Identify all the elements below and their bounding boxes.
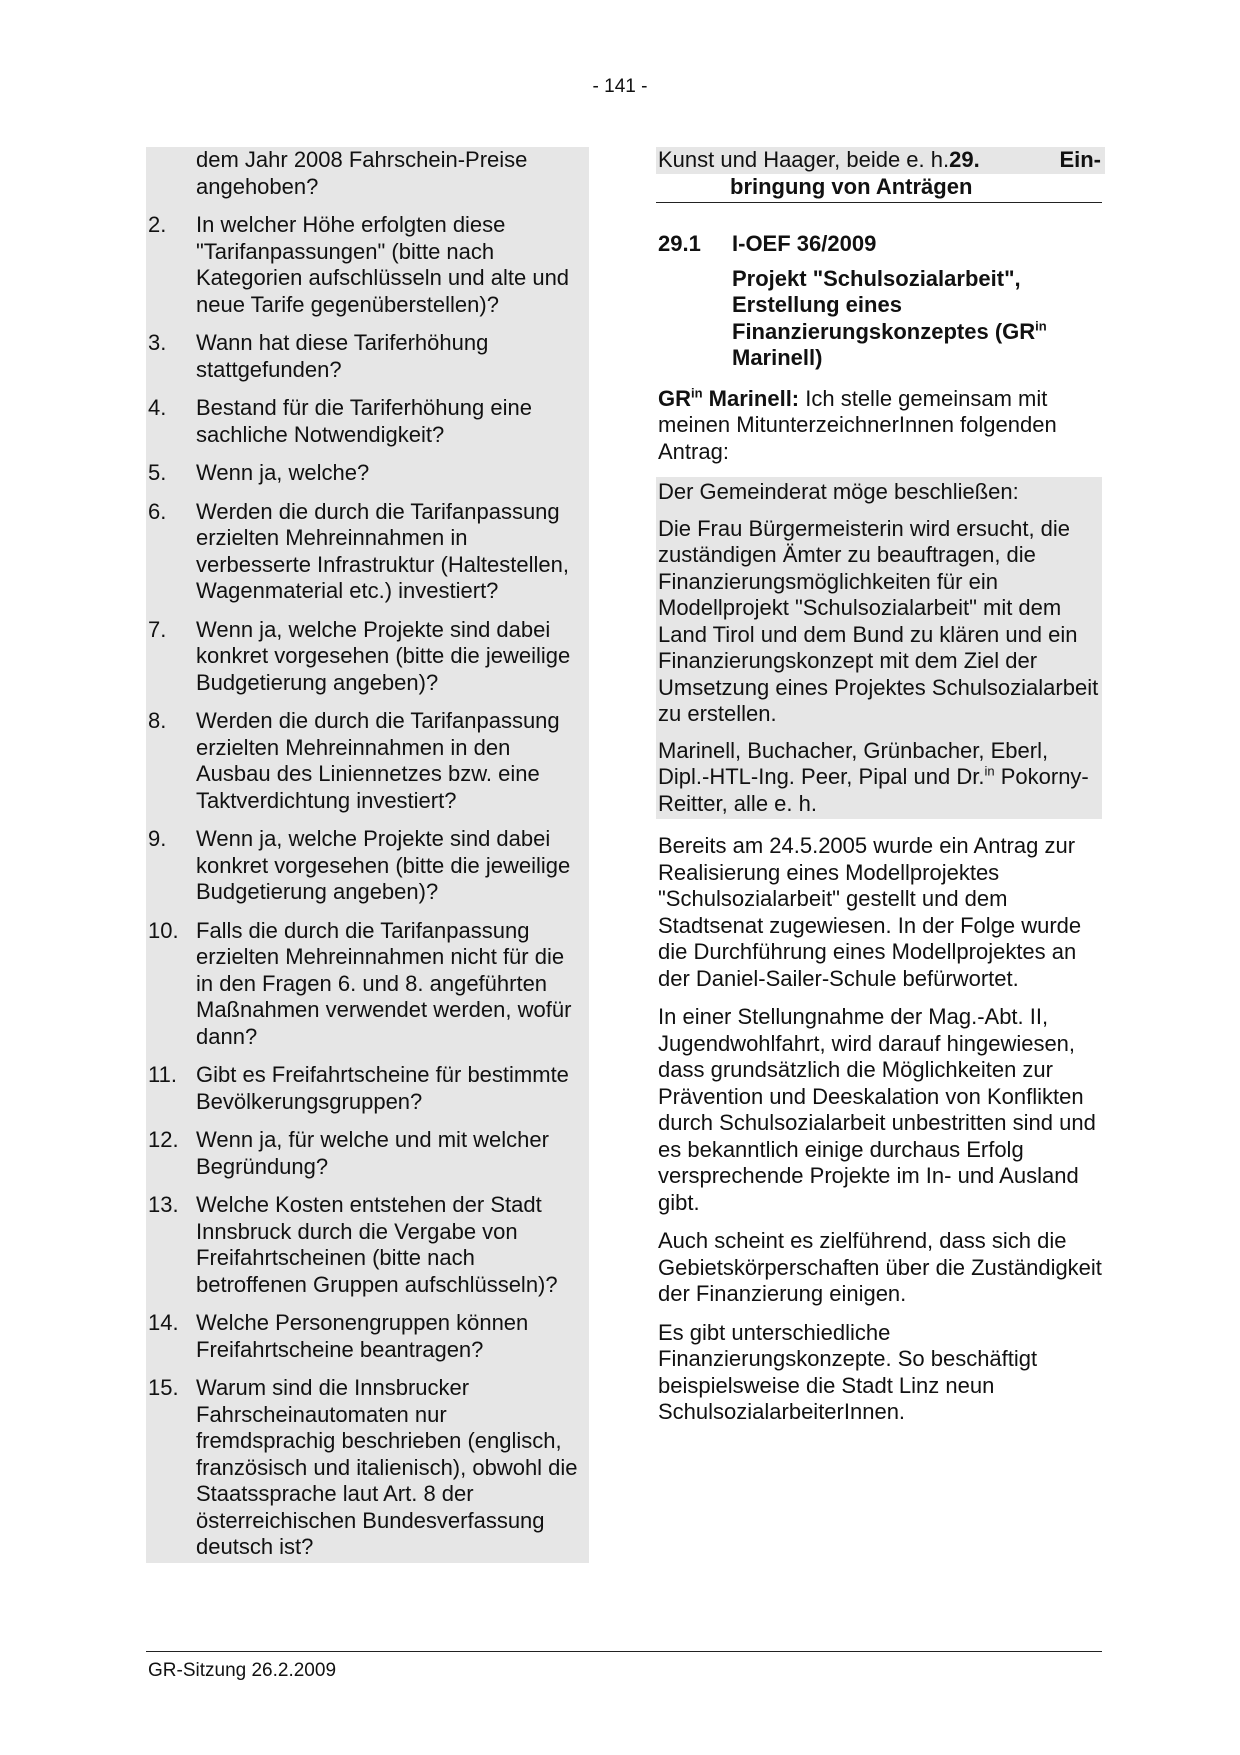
- item-number: 29.1: [658, 231, 701, 256]
- question-number: 8.: [148, 708, 167, 733]
- motion-signers: Marinell, Buchacher, Grünbacher, Eberl, Dipl.-HTL-Ing. Peer, Pipal und Dr.$^{in}$ Pokorny-Reitter, alle e. h.: [658, 737, 1089, 816]
- question-number: 4.: [148, 395, 167, 420]
- body-paragraph: Es gibt unterschiedliche Finanzierungskonzepte. So beschäftigt beispielsweise die Stadt Linz neun SchulsozialarbeiterInnen.: [658, 1319, 1038, 1424]
- question-text: Warum sind die Innsbrucker Fahrscheinautomaten nur fremdsprachig beschrieben (englisch, französisch und italienisch), obwohl die Staatssprache laut Art. 8 der österreichischen Bundesverfassung deutsch ist?: [196, 1375, 578, 1559]
- question-item: [146, 1375, 589, 1563]
- question-item: [146, 499, 589, 617]
- question-text: Falls die durch die Tarifanpassung erzielten Mehreinnahmen nicht für die in den Fragen 6. und 8. angeführten Maßnahmen verwendet werden, wofür dann?: [196, 917, 572, 1049]
- question-item: [146, 826, 589, 918]
- motion-text: Die Frau Bürgermeisterin wird ersucht, die zuständigen Ämter zu beauftragen, die Finanzierungsmöglichkeiten für ein Modellprojekt "Schulsozialarbeit" mit dem Land Tirol und dem Bund zu klären und ein Finanzierungskonzept mit dem Ziel der Umsetzung eines Projektes Schulsozialarbeit zu erstellen.: [658, 515, 1099, 726]
- question-number: 5.: [148, 460, 167, 485]
- question-text: Werden die durch die Tarifanpassung erzielten Mehreinnahmen in verbesserte Infrastruktur (Haltestellen, Wagenmaterial etc.) investiert?: [196, 498, 569, 603]
- question-item: [146, 1310, 589, 1375]
- question-text: Wenn ja, welche?: [196, 460, 370, 485]
- section-divider: [656, 202, 1102, 203]
- question-number: 7.: [148, 616, 167, 642]
- question-text: In welcher Höhe erfolgten diese "Tarifanpassungen" (bitte nach Kategorien aufschlüsseln und alte und neue Tarife gegenüberstellen)?: [196, 212, 570, 317]
- question-text: Werden die durch die Tarifanpassung erzielten Mehreinnahmen in den Ausbau des Liniennetzes bzw. eine Taktverdichtung investiert?: [196, 708, 560, 813]
- header-signers: Kunst und Haager, beide e. h.: [658, 147, 950, 172]
- item-title: Projekt "Schulsozialarbeit", Erstellung eines Finanzierungskonzeptes ($GR^{in}$ Marinell): [732, 265, 1047, 370]
- question-item: [146, 395, 589, 460]
- question-text: Gibt es Freifahrtscheine für bestimmte Bevölkerungsgruppen?: [196, 1062, 569, 1114]
- motion-box: [656, 477, 1102, 819]
- question-text: Wann hat diese Tariferhöhung stattgefunden?: [196, 330, 489, 382]
- question-text: Welche Kosten entstehen der Stadt Innsbruck durch die Vergabe von Freifahrtscheinen (bitte nach betroffenen Gruppen aufschlüsseln)?: [196, 1192, 558, 1297]
- agenda-title: bringung von Anträgen: [730, 173, 973, 199]
- body-paragraph: Auch scheint es zielführend, dass sich die Gebietskörperschaften über die Zuständigkeit der Finanzierung einigen.: [658, 1228, 1102, 1306]
- question-number: 6.: [148, 498, 167, 524]
- right-column: [656, 147, 1102, 1438]
- question-number: 9.: [148, 826, 167, 851]
- speaker-statement: $GR^{in}$ Marinell: Ich stelle gemeinsam mit meinen MitunterzeichnerInnen folgenden Antrag:: [658, 385, 1057, 464]
- agenda-header: [656, 147, 1105, 174]
- agenda-title-start: Ein-: [1059, 147, 1101, 172]
- question-list: [146, 147, 589, 1563]
- question-item: [146, 708, 589, 826]
- footer-divider: [146, 1651, 1102, 1652]
- question-number: 3.: [148, 330, 167, 355]
- question-item: [146, 1062, 589, 1127]
- question-text: Wenn ja, für welche und mit welcher Begründung?: [196, 1127, 549, 1179]
- question-item: [146, 918, 589, 1063]
- question-number: 12.: [148, 1127, 179, 1152]
- question-item: [146, 1127, 589, 1192]
- footer-session: GR-Sitzung 26.2.2009: [148, 1660, 337, 1681]
- question-text: Welche Personengruppen können Freifahrtscheine beantragen?: [196, 1310, 529, 1362]
- question-number: 10.: [148, 917, 179, 943]
- question-number: 13.: [148, 1192, 179, 1217]
- body-paragraph: Bereits am 24.5.2005 wurde ein Antrag zur Realisierung eines Modellprojektes "Schulsozialarbeit" gestellt und dem Stadtsenat zugewiesen. In der Folge wurde die Durchführung eines Modellprojektes an der Daniel-Sailer-Schule befürwortet.: [658, 833, 1082, 991]
- question-text: Wenn ja, welche Projekte sind dabei konkret vorgesehen (bitte die jeweilige Budgetierung angeben)?: [196, 616, 571, 695]
- question-continuation: dem Jahr 2008 Fahrschein-Preise angehoben?: [196, 147, 528, 199]
- page-number: - 141 -: [592, 76, 648, 97]
- question-number: 14.: [148, 1310, 179, 1335]
- question-item: [146, 460, 589, 499]
- question-item: [146, 330, 589, 395]
- question-item: [146, 212, 589, 330]
- item-code: I-OEF 36/2009: [732, 231, 877, 256]
- question-item: [146, 617, 589, 709]
- question-number: 2.: [148, 212, 167, 237]
- question-text: Bestand für die Tariferhöhung eine sachliche Notwendigkeit?: [196, 395, 532, 447]
- body-paragraph: In einer Stellungnahme der Mag.-Abt. II, Jugendwohlfahrt, wird darauf hingewiesen, dass grundsätzlich die Möglichkeiten zur Prävention und Deeskalation von Konflikten durch Schulsozialarbeit unbestritten sind und es bekanntlich einige durchaus Erfolg versprechende Projekte im In- und Ausland gibt.: [658, 1004, 1096, 1215]
- motion-intro: Der Gemeinderat möge beschließen:: [658, 479, 1019, 504]
- question-item: [146, 1192, 589, 1310]
- question-text: Wenn ja, welche Projekte sind dabei konkret vorgesehen (bitte die jeweilige Budgetierung angeben)?: [196, 826, 571, 904]
- agenda-number: 29.: [949, 147, 980, 172]
- question-number: 15.: [148, 1375, 179, 1400]
- question-number: 11.: [148, 1062, 177, 1087]
- item-heading: [656, 231, 1102, 258]
